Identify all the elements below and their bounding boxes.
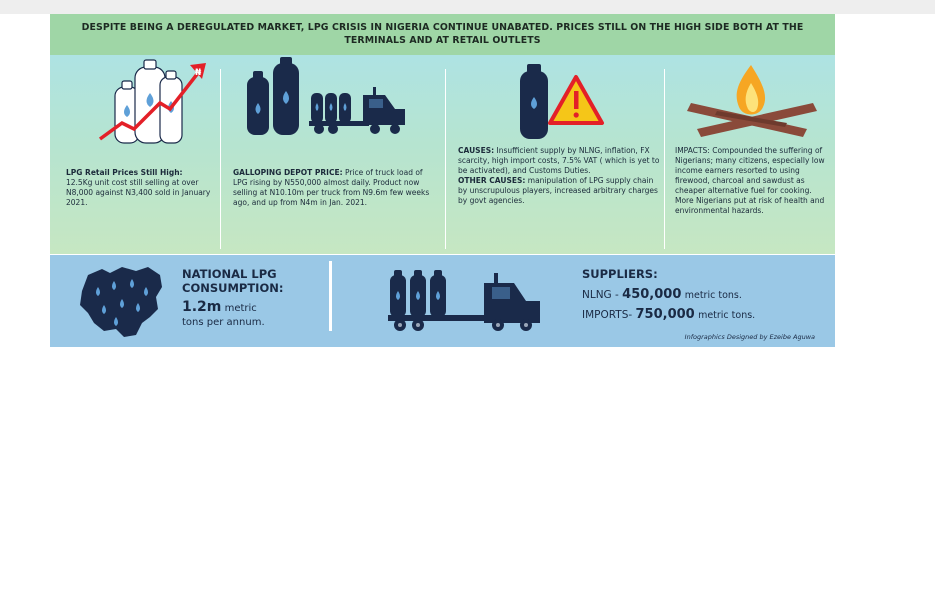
cylinder-warning-icon <box>518 61 608 141</box>
supplier-nlng: NLNG - 450,000 metric tons. <box>582 287 742 302</box>
panel-causes <box>446 55 664 254</box>
firewood-flame-icon <box>687 59 817 139</box>
supplier-imports: IMPORTS- 750,000 metric tons. <box>582 307 756 322</box>
depot-price-body: Price of truck load of LPG rising by N550,000 almost daily. Product now selling at N10.10m per truck from N9.6m few weeks ago, and up from N4m in Jan. 2021. <box>233 168 430 207</box>
other-causes-heading: OTHER CAUSES: <box>458 176 526 185</box>
national-consumption-heading: NATIONAL LPG CONSUMPTION: <box>182 267 284 295</box>
causes-body: Insufficient supply by NLNG, inflation, FX scarcity, high import costs, 7.5% VAT ( which is yet to be activated), and Customs Duties. <box>458 146 660 175</box>
infographic-title: DESPITE BEING A DEREGULATED MARKET, LPG CRISIS IN NIGERIA CONTINUE UNABATED. PRICES STILL ON THE HIGH SIDE BOTH AT THE TERMINALS AND AT RETAIL OUTLETS <box>81 22 804 46</box>
lower-band <box>50 255 835 347</box>
tanker-truck-icon <box>388 265 548 335</box>
panel-retail-prices <box>50 55 220 254</box>
cylinders-truck-icon <box>245 59 425 139</box>
retail-prices-body: 12.5Kg unit cost still selling at over N8,000 against N3,400 sold in January 2021. <box>66 178 211 207</box>
depot-price-heading: GALLOPING DEPOT PRICE: <box>233 168 343 177</box>
lower-divider <box>329 261 332 331</box>
impacts-body: Compounded the suffering of Nigerians; many citizens, especially low income earners resorted to using firewood, charcoal and sawdust as cheaper alternative fuel for cooking. More Nigerians put at risk of health and environmental hazards. <box>675 146 825 215</box>
panel-impacts <box>665 55 835 254</box>
lpg-infographic <box>50 14 835 347</box>
causes-heading: CAUSES: <box>458 146 495 155</box>
upper-panels-row <box>50 55 835 254</box>
retail-prices-heading: LPG Retail Prices Still High: <box>66 168 183 177</box>
designer-credit: Infographics Designed by Ezeibe Aguwa <box>684 333 815 341</box>
national-consumption-unit: tons per annum. <box>182 317 265 328</box>
national-consumption-value: 1.2m metric <box>182 299 257 315</box>
rising-price-cylinders-icon <box>100 57 210 147</box>
title-band <box>50 14 835 55</box>
browser-top-bar <box>0 0 935 14</box>
nigeria-map-icon <box>76 261 166 341</box>
impacts-heading: IMPACTS: <box>675 146 710 155</box>
panel-depot-price <box>221 55 445 254</box>
other-causes-body: manipulation of LPG supply chain by unscrupulous players, increased arbitrary charges by govt agencies. <box>458 176 658 205</box>
suppliers-heading: SUPPLIERS: <box>582 267 658 281</box>
svg-text:₦: ₦ <box>195 68 202 78</box>
